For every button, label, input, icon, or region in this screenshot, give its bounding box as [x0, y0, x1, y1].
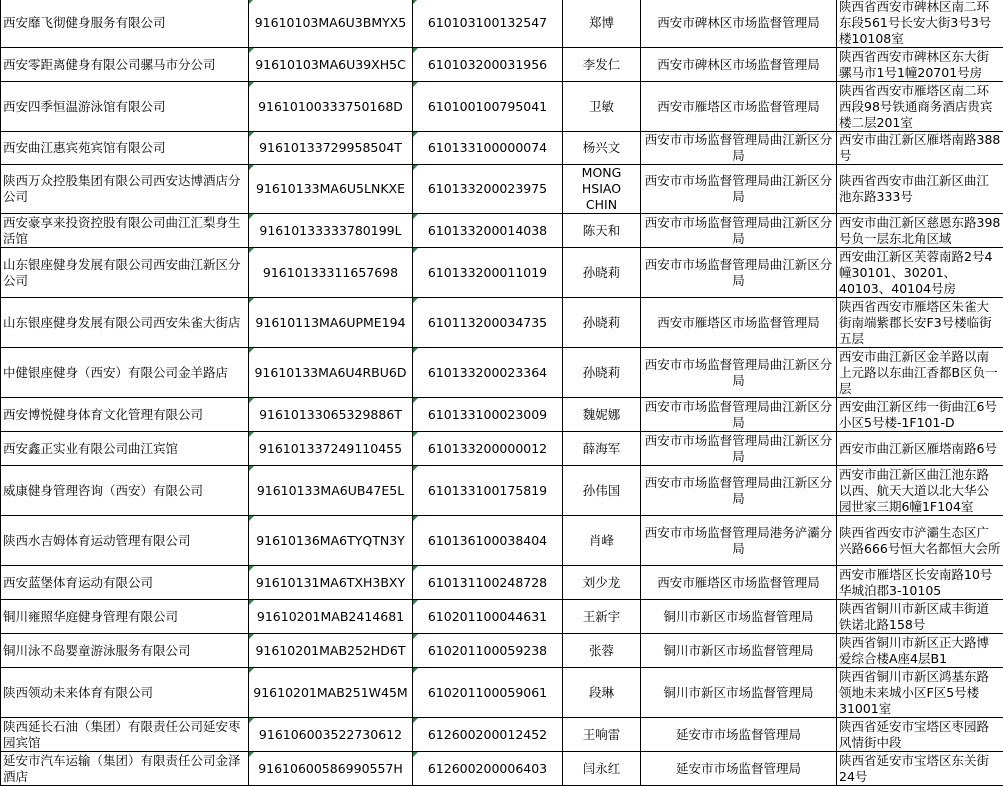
table-row	[1, 82, 1003, 132]
credit-code-cell[interactable]: 91610600586990557H	[249, 752, 413, 786]
credit-code-cell[interactable]: 91610133724911045​5	[249, 432, 413, 466]
authority-cell[interactable]: 西安市雁塔区市场监督管理局	[641, 298, 837, 348]
legal-person-cell[interactable]: 刘少龙	[563, 566, 641, 600]
credit-code-cell[interactable]: 91610133MA6U4RBU6D	[249, 348, 413, 398]
authority-cell[interactable]: 铜川市新区市场监督管理局	[641, 668, 837, 718]
table-row	[1, 516, 1003, 566]
table-row	[1, 214, 1003, 248]
table-row	[1, 48, 1003, 82]
legal-person-cell[interactable]: 王新宇	[563, 600, 641, 634]
address-cell[interactable]: 陕西省延安市宝塔区东关街24号	[837, 752, 1003, 786]
registration-number-cell[interactable]: 610133200011019	[413, 248, 563, 298]
address-cell[interactable]: 陕西省铜川市新区咸丰街道铁诺北路158号	[837, 600, 1003, 634]
legal-person-cell[interactable]: 卫敏	[563, 82, 641, 132]
authority-cell[interactable]: 西安市市场监督管理局曲江新区分局	[641, 248, 837, 298]
address-cell[interactable]: 陕西省西安市雁塔区朱雀大街南端紫郡长安F3号楼临街五层	[837, 298, 1003, 348]
credit-code-cell[interactable]: 91610113MA6UPME194	[249, 298, 413, 348]
address-cell[interactable]: 西安市曲江新区金羊路以南上元路以东曲江香都B区负一层	[837, 348, 1003, 398]
company-name-cell[interactable]: 陕西万众控股集团有限公司西安达博酒店分公司	[1, 165, 249, 214]
address-cell[interactable]: 西安市曲江新区雁塔南路388号	[837, 132, 1003, 165]
registration-number-cell[interactable]: 610133100175819	[413, 466, 563, 516]
credit-code-cell[interactable]: 91610201MAB2414681	[249, 600, 413, 634]
legal-person-cell[interactable]: 李发仁	[563, 48, 641, 82]
address-cell[interactable]: 西安曲江新区纬一街曲江6号小区5号楼-1F101-D	[837, 398, 1003, 432]
address-cell[interactable]: 陕西省铜川市新区正大路博爱综合楼A座4层B1	[837, 634, 1003, 668]
company-name-cell[interactable]: 西安蓝堡体育运动有限公司	[1, 566, 249, 600]
registration-number-cell[interactable]: 610133200000012	[413, 432, 563, 466]
table-row	[1, 634, 1003, 668]
legal-person-cell[interactable]: 孙伟国	[563, 466, 641, 516]
authority-cell[interactable]: 西安市市场监督管理局曲江新区分局	[641, 214, 837, 248]
credit-code-cell[interactable]: 91610201MAB252HD6T	[249, 634, 413, 668]
company-name-cell[interactable]: 陕西领动未来体育有限公司	[1, 668, 249, 718]
credit-code-cell[interactable]: 91610133MA6UB47E5L	[249, 466, 413, 516]
company-name-cell[interactable]: 西安豪享来投资控股有限公司曲江汇梨身生活馆	[1, 214, 249, 248]
registration-number-cell[interactable]: 610133200023975	[413, 165, 563, 214]
legal-person-cell[interactable]: 魏妮娜	[563, 398, 641, 432]
credit-code-cell[interactable]: 91610133333780199L	[249, 214, 413, 248]
company-name-cell[interactable]: 西安博悦健身体育文化管理有限公司	[1, 398, 249, 432]
company-name-cell[interactable]: 陕西水吉姆体育运动管理有限公司	[1, 516, 249, 566]
credit-code-cell[interactable]: 91610600352273061​2	[249, 718, 413, 752]
company-name-cell[interactable]: 中健银座健身（西安）有限公司金羊路店	[1, 348, 249, 398]
authority-cell[interactable]: 铜川市新区市场监督管理局	[641, 600, 837, 634]
address-cell[interactable]: 陕西省延安市宝塔区枣园路风情街中段	[837, 718, 1003, 752]
address-cell[interactable]: 陕西省西安市曲江新区曲江池东路333号	[837, 165, 1003, 214]
legal-person-cell[interactable]: 王响雷	[563, 718, 641, 752]
legal-person-cell[interactable]: 孙晓莉	[563, 298, 641, 348]
authority-cell[interactable]: 西安市市场监督管理局曲江新区分局	[641, 348, 837, 398]
table-row	[1, 132, 1003, 165]
legal-person-cell[interactable]: 薛海军	[563, 432, 641, 466]
authority-cell[interactable]: 西安市市场监督管理局曲江新区分局	[641, 466, 837, 516]
address-cell[interactable]: 陕西省西安市碑林区南二环东段561号长安大街3号3号楼10108室	[837, 0, 1003, 48]
table-row	[1, 0, 1003, 48]
credit-code-cell[interactable]: 91610133065329886T	[249, 398, 413, 432]
registration-number-cell[interactable]: 610201100059061	[413, 668, 563, 718]
address-cell[interactable]: 陕西省西安市碑林区东大街骡马市1号1幢20701号房	[837, 48, 1003, 82]
authority-cell[interactable]: 延安市市场监督管理局	[641, 718, 837, 752]
company-name-cell[interactable]: 西安曲江惠宾苑宾馆有限公司	[1, 132, 249, 165]
credit-code-cell[interactable]: 91610136MA6TYQTN3Y	[249, 516, 413, 566]
credit-code-cell[interactable]: 91610131MA6TXH3BXY	[249, 566, 413, 600]
authority-cell[interactable]: 西安市市场监督管理局曲江新区分局	[641, 432, 837, 466]
authority-cell[interactable]: 西安市雁塔区市场监督管理局	[641, 82, 837, 132]
table-row	[1, 432, 1003, 466]
registration-number-cell[interactable]: 610113200034735	[413, 298, 563, 348]
authority-cell[interactable]: 西安市市场监督管理局曲江新区分局	[641, 165, 837, 214]
legal-person-cell[interactable]: 陈天和	[563, 214, 641, 248]
registration-number-cell[interactable]: 610133200014038	[413, 214, 563, 248]
address-cell[interactable]: 西安市曲江新区曲江池东路以西、航天大道以北大华公园世家三期6幢1F104室	[837, 466, 1003, 516]
authority-cell[interactable]: 西安市雁塔区市场监督管理局	[641, 566, 837, 600]
legal-person-cell[interactable]: 张蓉	[563, 634, 641, 668]
legal-person-cell[interactable]: 闫永红	[563, 752, 641, 786]
registration-number-cell[interactable]: 610133100023009	[413, 398, 563, 432]
authority-cell[interactable]: 延安市市场监督管理局	[641, 752, 837, 786]
legal-person-cell[interactable]: 杨兴文	[563, 132, 641, 165]
table-row	[1, 298, 1003, 348]
credit-code-cell[interactable]: 91610103MA6U39XH5C	[249, 48, 413, 82]
table-body	[1, 0, 1003, 786]
company-name-cell[interactable]: 威康健身管理咨询（西安）有限公司	[1, 466, 249, 516]
registration-number-cell[interactable]: 610201100059238	[413, 634, 563, 668]
credit-code-cell[interactable]: 91610103MA6U3BMYX5	[249, 0, 413, 48]
credit-code-cell[interactable]: 91610133311657698	[249, 248, 413, 298]
legal-person-cell[interactable]: 肖峰	[563, 516, 641, 566]
address-cell[interactable]: 西安市曲江新区慈恩东路398号负一层东北角区域	[837, 214, 1003, 248]
company-name-cell[interactable]: 铜川雍照华庭健身管理有限公司	[1, 600, 249, 634]
address-cell[interactable]: 陕西省西安市浐灞生态区广兴路666号恒大名都恒大会所	[837, 516, 1003, 566]
table-row	[1, 248, 1003, 298]
credit-code-cell[interactable]: 91610100333750168D	[249, 82, 413, 132]
address-cell[interactable]: 陕西省西安市雁塔区南二环西段98号铁通商务酒店贵宾楼二层201室	[837, 82, 1003, 132]
address-cell[interactable]: 西安曲江新区芙蓉南路2号4幢30101、30201、40103、40104号房	[837, 248, 1003, 298]
authority-cell[interactable]: 西安市市场监督管理局港务浐灞分局	[641, 516, 837, 566]
legal-person-cell[interactable]: 孙晓莉	[563, 348, 641, 398]
table-row	[1, 668, 1003, 718]
registration-number-cell[interactable]: 612600200012452	[413, 718, 563, 752]
company-name-cell[interactable]: 延安市汽车运输（集团）有限责任公司金泽酒店	[1, 752, 249, 786]
authority-cell[interactable]: 西安市碑林区市场监督管理局	[641, 0, 837, 48]
address-cell[interactable]: 西安市曲江新区雁塔南路6号	[837, 432, 1003, 466]
legal-person-cell[interactable]: 郑博	[563, 0, 641, 48]
company-name-cell[interactable]: 西安靡飞彻健身服务有限公司	[1, 0, 249, 48]
table-row	[1, 165, 1003, 214]
table-row	[1, 600, 1003, 634]
table-row	[1, 718, 1003, 752]
company-name-cell[interactable]: 西安零距离健身有限公司骡马市分公司	[1, 48, 249, 82]
credit-code-cell[interactable]: 91610201MAB251W45M	[249, 668, 413, 718]
company-name-cell[interactable]: 西安鑫正实业有限公司曲江宾馆	[1, 432, 249, 466]
company-name-cell[interactable]: 西安四季恒温游泳馆有限公司	[1, 82, 249, 132]
authority-cell[interactable]: 西安市市场监督管理局曲江新区分局	[641, 132, 837, 165]
table-row	[1, 348, 1003, 398]
company-name-cell[interactable]: 铜川泳不岛婴童游泳服务有限公司	[1, 634, 249, 668]
registration-number-cell[interactable]: 610131100248728	[413, 566, 563, 600]
registration-number-cell[interactable]: 610103100132547	[413, 0, 563, 48]
company-name-cell[interactable]: 陕西延长石油（集团）有限责任公司延安枣园宾馆	[1, 718, 249, 752]
table-row	[1, 466, 1003, 516]
credit-code-cell[interactable]: 91610133MA6U5LNKXE	[249, 165, 413, 214]
legal-person-cell[interactable]: 段琳	[563, 668, 641, 718]
registration-number-cell[interactable]: 610103200031956	[413, 48, 563, 82]
authority-cell[interactable]: 西安市市场监督管理局曲江新区分局	[641, 398, 837, 432]
registration-number-cell[interactable]: 612600200006403	[413, 752, 563, 786]
credit-code-cell[interactable]: 91610133729958504T	[249, 132, 413, 165]
registration-number-cell[interactable]: 610136100038404	[413, 516, 563, 566]
table-row	[1, 566, 1003, 600]
address-cell[interactable]: 西安市雁塔区长安南路10号华城泊郡3-10105	[837, 566, 1003, 600]
company-name-cell[interactable]: 山东银座健身发展有限公司西安朱雀大街店	[1, 298, 249, 348]
table-row	[1, 398, 1003, 432]
company-name-cell[interactable]: 山东银座健身发展有限公司西安曲江新区分公司	[1, 248, 249, 298]
registration-number-cell[interactable]: 610100100795041	[413, 82, 563, 132]
registration-number-cell[interactable]: 610201100044631	[413, 600, 563, 634]
authority-cell[interactable]: 西安市碑林区市场监督管理局	[641, 48, 837, 82]
authority-cell[interactable]: 铜川市新区市场监督管理局	[641, 634, 837, 668]
address-cell[interactable]: 陕西省铜川市新区鸿基东路领地未来城小区F区5号楼31001室	[837, 668, 1003, 718]
registration-number-cell[interactable]: 610133200023364	[413, 348, 563, 398]
table-row	[1, 752, 1003, 786]
legal-person-cell[interactable]: 孙晓莉	[563, 248, 641, 298]
legal-person-cell[interactable]: MONG HSIAO CHIN	[563, 165, 641, 214]
registration-number-cell[interactable]: 610133100000074	[413, 132, 563, 165]
